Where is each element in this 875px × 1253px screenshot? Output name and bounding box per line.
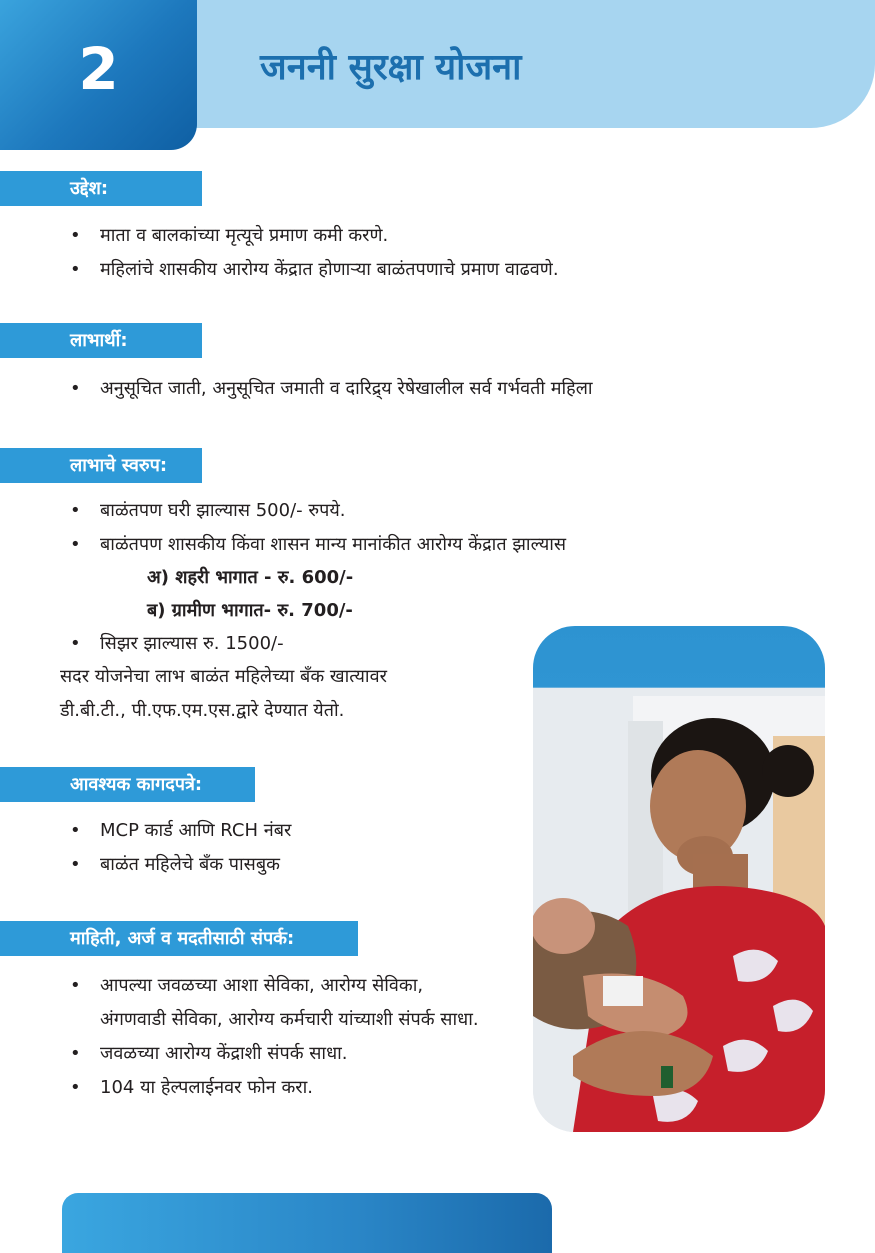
list-item: • बाळंत महिलेचे बँक पासबुक	[60, 848, 291, 882]
section-label-benefit: लाभाचे स्वरुप:	[0, 448, 202, 483]
list-item: • माता व बालकांच्या मृत्यूचे प्रमाण कमी करणे.	[60, 219, 559, 253]
benefit-urban-amount: अ) शहरी भागात - रु. 600/-	[147, 567, 354, 588]
list-item: • MCP कार्ड आणि RCH नंबर	[60, 814, 291, 848]
list-item-continuation	[60, 1003, 479, 1037]
list-item: • अनुसूचित जाती, अनुसूचित जमाती व दारिद्र्य रेषेखालील सर्व गर्भवती महिला	[60, 372, 593, 406]
contact-continuation-text: अंगणवाडी सेविका, आरोग्य कर्मचारी यांच्याशी संपर्क साधा.	[100, 1009, 479, 1030]
section-label-beneficiaries: लाभार्थी:	[0, 323, 202, 358]
benefit-list	[60, 494, 566, 562]
documents-list	[60, 814, 291, 882]
footer-bar	[62, 1193, 552, 1253]
list-item: • जवळच्या आरोग्य केंद्राशी संपर्क साधा.	[60, 1037, 479, 1071]
beneficiaries-list	[60, 372, 593, 406]
benefit-caesar-list	[60, 627, 284, 661]
mother-newborn-illustration	[533, 626, 825, 1132]
page-title: जननी सुरक्षा योजना	[260, 47, 522, 88]
section-label-documents: आवश्यक कागदपत्रे:	[0, 767, 255, 802]
list-item: • बाळंतपण शासकीय किंवा शासन मान्य मानांकीत आरोग्य केंद्रात झाल्यास	[60, 528, 566, 562]
benefit-note-line: डी.बी.टी., पी.एफ.एम.एस.द्वारे देण्यात येतो.	[60, 700, 345, 721]
benefit-note-line: सदर योजनेचा लाभ बाळंत महिलेच्या बँक खात्यावर	[60, 666, 387, 687]
list-item: • सिझर झाल्यास रु. 1500/-	[60, 627, 284, 661]
section-label-objective: उद्देश:	[0, 171, 202, 206]
benefit-rural-amount: ब) ग्रामीण भागात- रु. 700/-	[147, 600, 353, 621]
list-item: • 104 या हेल्पलाईनवर फोन करा.	[60, 1071, 479, 1105]
scheme-number-badge	[0, 0, 197, 150]
objective-list	[60, 219, 559, 287]
contact-list	[60, 969, 479, 1105]
list-item: • बाळंतपण घरी झाल्यास 500/- रुपये.	[60, 494, 566, 528]
scheme-number: 2	[78, 35, 119, 103]
list-item: • आपल्या जवळच्या आशा सेविका, आरोग्य सेविका,	[60, 969, 479, 1003]
mother-newborn-photo	[533, 626, 825, 1132]
section-label-contact: माहिती, अर्ज व मदतीसाठी संपर्क:	[0, 921, 358, 956]
list-item: • महिलांचे शासकीय आरोग्य केंद्रात होणाऱ्या बाळंतपणाचे प्रमाण वाढवणे.	[60, 253, 559, 287]
